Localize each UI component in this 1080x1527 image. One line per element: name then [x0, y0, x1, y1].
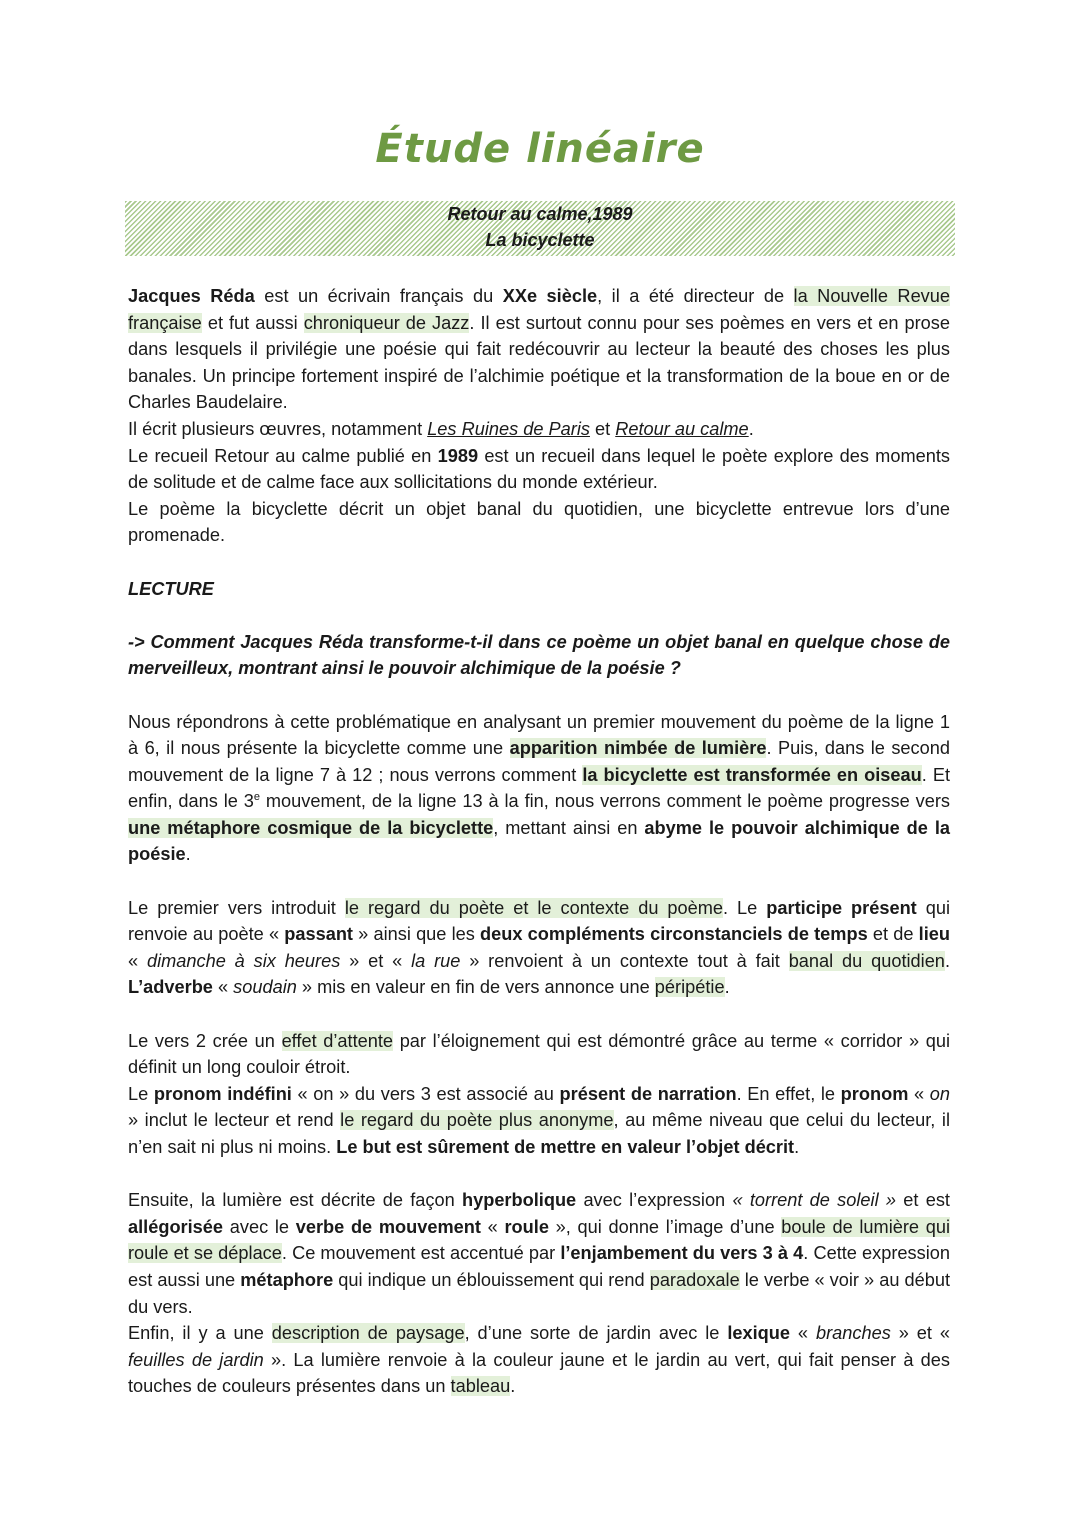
text-run: présent de narration — [559, 1083, 737, 1104]
text-run: lexique — [727, 1323, 790, 1344]
paragraph-poem: Le poème la bicyclette décrit un objet banal du quotidien, une bicyclette entrevue lors d’une promenade. — [128, 498, 950, 546]
text-run: pronom indéfini — [153, 1083, 292, 1104]
highlight: description de paysage — [271, 1323, 465, 1344]
highlight: paradoxale — [649, 1269, 740, 1290]
text-run: lieu — [918, 924, 950, 945]
text-run: Nous répondrons à cette problématique en analysant un premier mouvement du poème de la ligne 1 à 6, il nous présente la bicyclette comme une — [128, 711, 950, 759]
quote: branches — [815, 1323, 891, 1344]
highlight: le regard du poète plus anonyme — [340, 1110, 614, 1131]
highlight: apparition nimbée de lumière — [509, 738, 767, 759]
text-run: et — [589, 418, 616, 439]
text-run: , au même niveau que celui du lecteur, il n’en sait ni plus ni moins. — [128, 1110, 950, 1157]
text-run: . — [185, 844, 191, 865]
text-run: . — [510, 1376, 516, 1397]
section-heading-lecture: LECTURE — [128, 578, 214, 599]
text-run: . — [944, 950, 950, 971]
paragraph-landscape — [128, 1320, 950, 1400]
text-run: pronom — [840, 1083, 909, 1104]
spacer — [128, 602, 950, 629]
text-run: par l’éloignement qui est démontré grâce au terme « corridor » qui définit un long couloir étroit. — [128, 1030, 950, 1078]
text-run: . — [748, 418, 754, 439]
text-run: « — [480, 1216, 505, 1237]
quote: « torrent de soleil » — [732, 1190, 897, 1211]
text-run: « — [128, 950, 147, 971]
text-run: « — [212, 977, 234, 998]
text-run: , d’une sorte de jardin avec le — [464, 1323, 728, 1344]
text-run: allégorisée — [128, 1216, 224, 1237]
highlight: la bicyclette est transformée en oiseau — [582, 764, 922, 785]
text-run: roule — [504, 1216, 549, 1237]
highlight: une métaphore cosmique de la bicyclette — [128, 817, 494, 838]
highlight: tableau — [450, 1376, 511, 1397]
highlight: boule de lumière qui roule et se déplace — [128, 1216, 950, 1264]
text-run: verbe de mouvement — [295, 1216, 481, 1237]
text-run: « on » du vers 3 est associé au — [291, 1083, 560, 1104]
text-run: avec l’expression — [576, 1190, 733, 1211]
text-run: . — [794, 1137, 800, 1157]
text-run: , mettant ainsi en — [493, 817, 645, 838]
spacer — [128, 1001, 950, 1028]
text-run: Le but est sûrement de mettre en valeur l’objet décrit — [336, 1137, 795, 1157]
text-run: participe présent — [766, 897, 917, 918]
superscript: e — [253, 791, 261, 804]
text-run: Il écrit plusieurs œuvres, notamment — [128, 418, 428, 439]
banner-poem-title: La bicyclette — [485, 230, 595, 250]
text-run: », qui donne l’image d’une — [548, 1216, 782, 1237]
highlight: péripétie — [654, 977, 725, 998]
quote: on — [929, 1083, 950, 1104]
text-run: Enfin, il y a une — [128, 1323, 272, 1344]
text-run: , il a été directeur de — [597, 286, 794, 306]
work-title: Les Ruines de Paris — [427, 418, 590, 439]
highlight: effet d’attente — [281, 1030, 394, 1051]
spacer — [128, 549, 950, 576]
text-run: » ainsi que les — [353, 924, 481, 945]
highlight: banal du quotidien — [788, 950, 945, 971]
text-run: hyperbolique — [461, 1190, 577, 1211]
title-banner — [125, 201, 955, 256]
spacer — [128, 868, 950, 895]
text-run: Le vers 2 crée un — [128, 1030, 282, 1051]
text-run: . — [724, 977, 730, 998]
highlight: le regard du poète et le contexte du poème — [344, 897, 724, 918]
paragraph-verse-3 — [128, 1081, 950, 1161]
paragraph-plan — [128, 709, 950, 869]
text-run: mouvement, de la ligne 13 à la fin, nous verrons comment le poème progresse vers — [260, 791, 950, 812]
text-run: passant — [284, 924, 353, 945]
text-run: est un recueil dans lequel le poète explore des moments de solitude et de calme face aux sollicitations du monde extérieur. — [128, 445, 950, 493]
text-run: et est — [896, 1190, 950, 1211]
paragraph-intro — [128, 283, 950, 416]
paragraph-verse-1 — [128, 895, 950, 1001]
problematic-question: -> Comment Jacques Réda transforme-t-il dans ce poème un objet banal en quelque chose de merveilleux, montrant ainsi le pouvoir alchimique de la poésie ? — [128, 631, 950, 679]
text-run: Le recueil Retour au calme publié en — [128, 445, 438, 466]
quote: dimanche à six heures — [146, 950, 341, 971]
quote: soudain — [233, 977, 297, 998]
text-run: » mis en valeur en fin de vers annonce une — [296, 977, 655, 998]
text-run: l’enjambement du vers 3 à 4 — [560, 1243, 804, 1264]
text-run: L’adverbe — [128, 977, 213, 998]
text-run: qui indique un éblouissement qui rend — [333, 1269, 650, 1290]
text-run: le verbe « voir » au début du vers. — [128, 1269, 951, 1317]
text-run: qui renvoie au poète « — [128, 897, 950, 945]
text-run: . Le — [723, 897, 767, 918]
paragraph-collection — [128, 443, 950, 496]
text-run: » et « — [890, 1323, 950, 1344]
document-body — [128, 283, 950, 1400]
text-run: . Il est surtout connu pour ses poèmes en vers et en prose dans lesquels il privilégie une poésie qui fait redécouvrir au lecteur la beauté des choses les plus banales. Un principe fortement inspiré de l’alchimie poétique et la transformation de la boue en or de Charles Baudelaire. — [128, 312, 950, 413]
text-run: » et « — [340, 950, 412, 971]
paragraph-light — [128, 1187, 950, 1320]
text-run: Jacques Réda — [128, 286, 255, 306]
text-run: deux compléments circonstanciels de temps — [480, 924, 868, 945]
text-run: et de — [867, 924, 919, 945]
text-run: avec le — [223, 1216, 296, 1237]
spacer — [128, 682, 950, 709]
paragraph-works — [128, 416, 950, 443]
text-run: « — [790, 1323, 816, 1344]
page-title: Étude linéaire — [375, 126, 705, 172]
banner-work-title: Retour au calme,1989 — [447, 204, 633, 224]
text-run: ». La lumière renvoie à la couleur jaune et le jardin au vert, qui fait penser à des touches de couleurs présentes dans un — [128, 1349, 950, 1397]
text-run: . Cette expression est aussi une — [128, 1243, 950, 1290]
highlight: chroniqueur de Jazz — [303, 312, 470, 333]
spacer — [128, 1161, 950, 1188]
text-run: « — [908, 1083, 930, 1104]
text-run: Ensuite, la lumière est décrite de façon — [128, 1190, 462, 1211]
text-run: » inclut le lecteur et rend — [128, 1110, 341, 1131]
highlight: la Nouvelle Revue française — [128, 286, 951, 333]
work-title: Retour au calme — [615, 418, 749, 439]
text-run: » renvoient à un contexte tout à fait — [460, 950, 789, 971]
text-run: est un écrivain français du — [254, 286, 503, 306]
text-run: 1989 — [437, 445, 479, 466]
text-run: métaphore — [240, 1269, 334, 1290]
text-run: et fut aussi — [201, 312, 304, 333]
quote: la rue — [411, 950, 461, 971]
text-run: . Puis, dans le second mouvement de la ligne 7 à 12 ; nous verrons comment — [128, 738, 950, 785]
paragraph-verse-2 — [128, 1028, 950, 1081]
text-run: Le premier vers introduit — [128, 897, 345, 918]
quote: feuilles de jardin — [128, 1349, 264, 1370]
text-run: . Et enfin, dans le 3 — [128, 764, 950, 812]
text-run: XXe siècle — [502, 286, 598, 306]
text-run: . Ce mouvement est accentué par — [281, 1243, 561, 1264]
text-run: Le — [128, 1083, 154, 1104]
text-run: abyme le pouvoir alchimique de la poésie — [128, 817, 950, 865]
text-run: . En effet, le — [736, 1083, 841, 1104]
